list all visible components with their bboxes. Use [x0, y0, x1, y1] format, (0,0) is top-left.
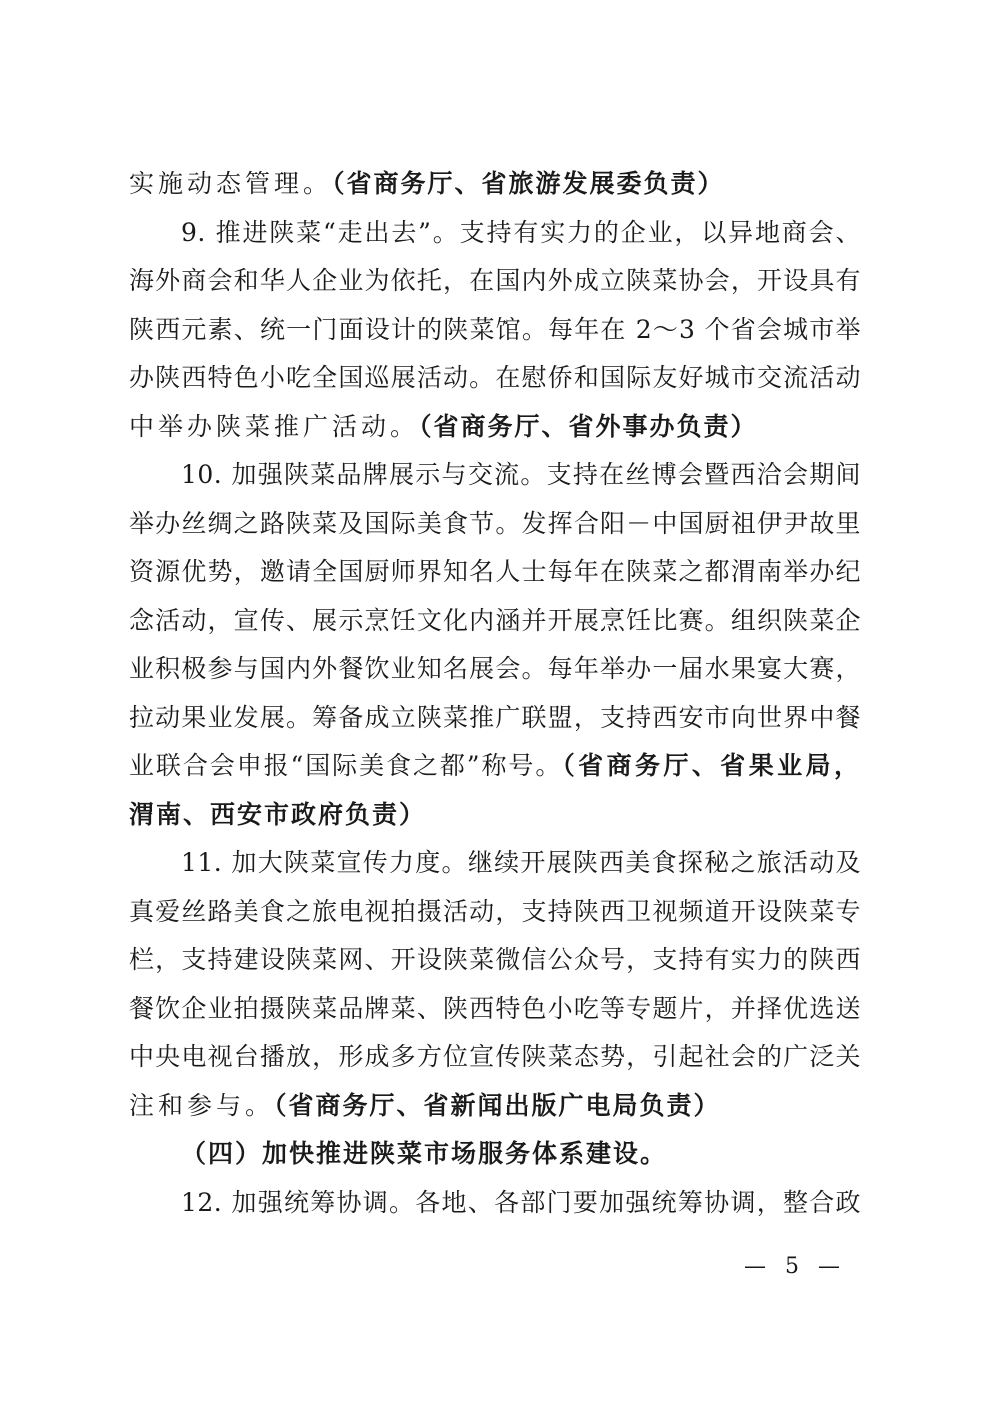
- responsibility-note: （省商务厅、省果业局，: [562, 751, 861, 780]
- page-number: — 5 —: [744, 1254, 846, 1279]
- item-9-heading-line: [129, 209, 861, 258]
- line-text: 12. 加强统筹协调。各地、各部门要加强统筹协调，整合政: [181, 1187, 861, 1217]
- text-line: [129, 936, 861, 985]
- text-line: [129, 742, 861, 791]
- text-line: [129, 354, 861, 403]
- text-line: [129, 160, 861, 209]
- line-text: 海外商会和华人企业为依托，在国内外成立陕菜协会，开设具有: [129, 266, 861, 295]
- line-text: 中央电视台播放，形成多方位宣传陕菜态势，引起社会的广泛关: [129, 1042, 861, 1071]
- line-text: 举办丝绸之路陕菜及国际美食节。发挥合阳－中国厨祖伊尹故里: [129, 508, 861, 538]
- text-line: [129, 597, 861, 646]
- text-line: [129, 694, 861, 743]
- text-line: [129, 985, 861, 1034]
- item-10-heading-line: [129, 451, 861, 500]
- text-line: [129, 791, 861, 840]
- body-text: [129, 160, 861, 1227]
- line-text: 拉动果业发展。筹备成立陕菜推广联盟，支持西安市向世界中餐: [129, 702, 861, 732]
- text-line: [129, 500, 861, 549]
- text-line: [129, 403, 861, 452]
- responsibility-note: 渭南、西安市政府负责）: [129, 799, 427, 829]
- text-line: [129, 257, 861, 306]
- line-text: 资源优势，邀请全国厨师界知名人士每年在陕菜之都渭南举办纪: [129, 557, 861, 586]
- text-line: [129, 645, 861, 694]
- line-text: 实施动态管理。: [129, 169, 333, 198]
- section-heading-text: （四）加快推进陕菜市场服务体系建设。: [181, 1139, 668, 1168]
- line-text: 餐饮企业拍摄陕菜品牌菜、陕西特色小吃等专题片，并择优选送: [129, 993, 861, 1023]
- text-line: [129, 1033, 861, 1082]
- line-text: 业积极参与国内外餐饮业知名展会。每年举办一届水果宴大赛，: [129, 654, 861, 683]
- line-text: 11. 加大陕菜宣传力度。继续开展陕西美食探秘之旅活动及: [181, 848, 861, 877]
- line-text: 中举办陕菜推广活动。: [129, 411, 420, 441]
- responsibility-note: （省商务厅、省旅游发展委负责）: [332, 169, 725, 198]
- line-text: 真爱丝路美食之旅电视拍摄活动，支持陕西卫视频道开设陕菜专: [129, 896, 861, 926]
- line-text: 业联合会申报“国际美食之都”称号。: [129, 751, 563, 780]
- line-text: 10. 加强陕菜品牌展示与交流。支持在丝博会暨西洽会期间: [181, 460, 861, 489]
- responsibility-note: （省商务厅、省新闻出版广电局负责）: [274, 1090, 721, 1120]
- item-12-heading-line: [129, 1179, 861, 1228]
- text-line: [129, 306, 861, 355]
- text-line: [129, 888, 861, 937]
- section-heading: [129, 1130, 861, 1179]
- line-text: 念活动，宣传、展示烹饪文化内涵并开展烹饪比赛。组织陕菜企: [129, 605, 861, 635]
- item-11-heading-line: [129, 839, 861, 888]
- line-text: 注和参与。: [129, 1090, 275, 1120]
- line-text: 陕西元素、统一门面设计的陕菜馆。每年在 2～3 个省会城市举: [129, 314, 861, 344]
- line-text: 栏，支持建设陕菜网、开设陕菜微信公众号，支持有实力的陕西: [129, 945, 861, 974]
- text-line: [129, 548, 861, 597]
- line-text: 9. 推进陕菜“走出去”。支持有实力的企业，以异地商会、: [181, 217, 861, 247]
- responsibility-note: （省商务厅、省外事办负责）: [419, 411, 758, 441]
- line-text: 办陕西特色小吃全国巡展活动。在慰侨和国际友好城市交流活动: [129, 363, 861, 392]
- text-line: [129, 1082, 861, 1131]
